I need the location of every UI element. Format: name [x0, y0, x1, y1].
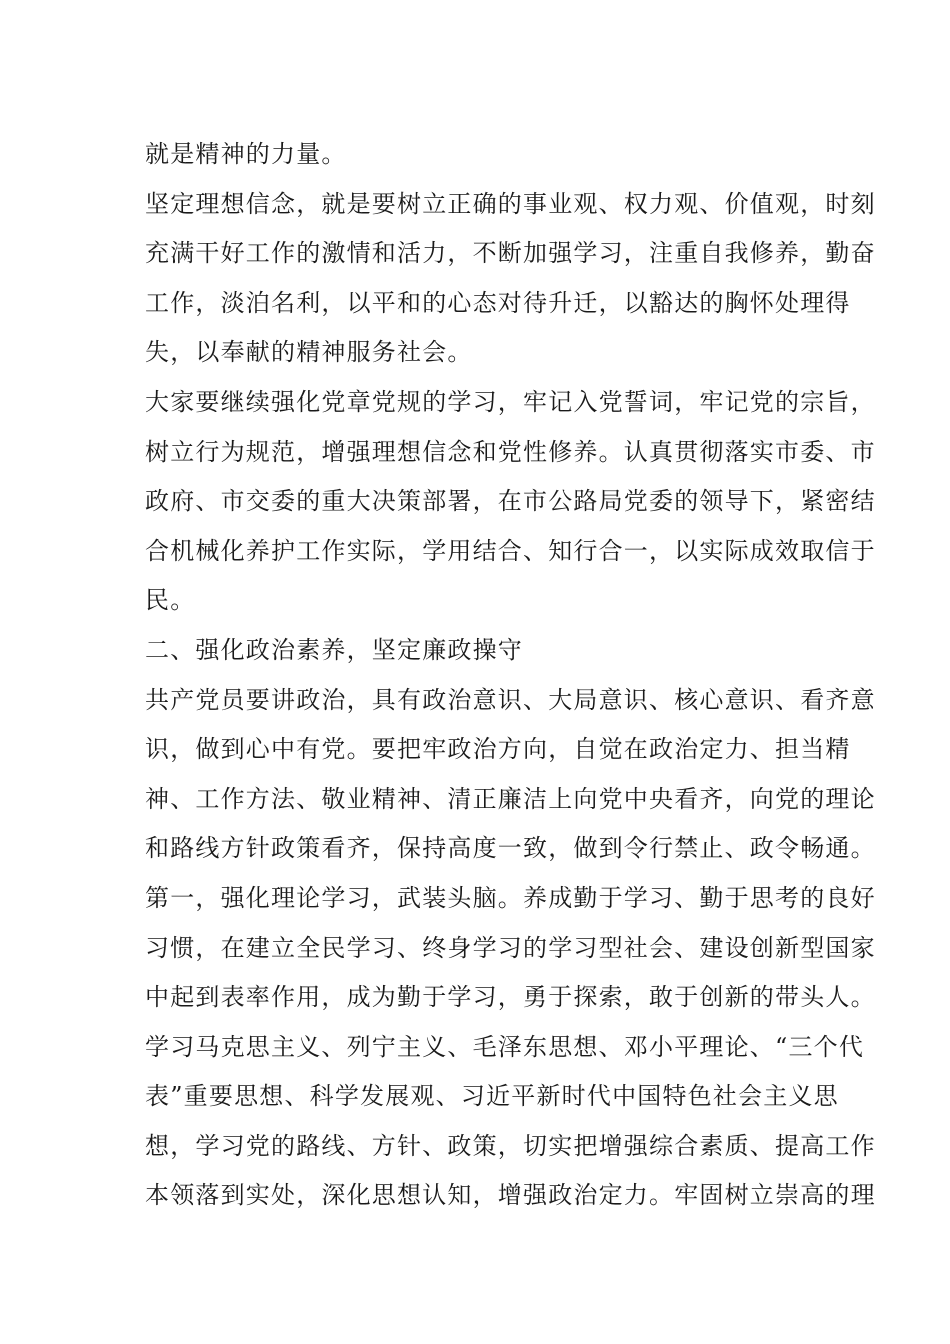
text-line: 政府、市交委的重大决策部署，在市公路局党委的领导下，紧密结 — [145, 487, 876, 516]
text-line: 民。 — [145, 586, 196, 615]
text-line: 想，学习党的路线、方针、政策，切实把增强综合素质、提高工作 — [145, 1131, 876, 1160]
text-line: 中起到表率作用，成为勤于学习，勇于探索，敢于创新的带头人。 — [145, 983, 876, 1012]
text-line: 表”重要思想、科学发展观、习近平新时代中国特色社会主义思 — [145, 1082, 839, 1111]
text-line: 就是精神的力量。 — [145, 140, 347, 168]
text-line: 大家要继续强化党章党规的学习，牢记入党誓词，牢记党的宗旨， — [145, 387, 876, 416]
text-line: 工作，淡泊名利，以平和的心态对待升迁，以豁达的胸怀处理得 — [145, 288, 851, 317]
text-line: 坚定理想信念，就是要树立正确的事业观、权力观、价值观，时刻 — [145, 189, 876, 218]
text-line: 和路线方针政策看齐，保持高度一致，做到令行禁止、政令畅通。 — [145, 834, 876, 863]
section-heading: 二、强化政治素养，坚定廉政操守 — [145, 635, 523, 664]
text-line: 学习马克思主义、列宁主义、毛泽东思想、邓小平理论、“三个代 — [145, 1032, 865, 1061]
text-line: 识，做到心中有党。要把牢政治方向，自觉在政治定力、担当精 — [145, 735, 851, 764]
document-body — [145, 130, 876, 1221]
text-line: 第一，强化理论学习，武装头脑。养成勤于学习、勤于思考的良好 — [145, 883, 876, 912]
text-line: 树立行为规范，增强理想信念和党性修养。认真贯彻落实市委、市 — [145, 437, 876, 466]
text-line: 共产党员要讲政治，具有政治意识、大局意识、核心意识、看齐意 — [145, 685, 876, 714]
text-line: 习惯，在建立全民学习、终身学习的学习型社会、建设创新型国家 — [145, 933, 876, 962]
text-line: 本领落到实处，深化思想认知，增强政治定力。牢固树立崇高的理 — [145, 1181, 876, 1210]
text-line: 充满干好工作的激情和活力，不断加强学习，注重自我修养，勤奋 — [145, 239, 876, 268]
text-line: 失，以奉献的精神服务社会。 — [145, 338, 473, 367]
text-line: 合机械化养护工作实际，学用结合、知行合一，以实际成效取信于 — [145, 536, 876, 565]
text-line: 神、工作方法、敬业精神、清正廉洁上向党中央看齐，向党的理论 — [145, 784, 876, 813]
